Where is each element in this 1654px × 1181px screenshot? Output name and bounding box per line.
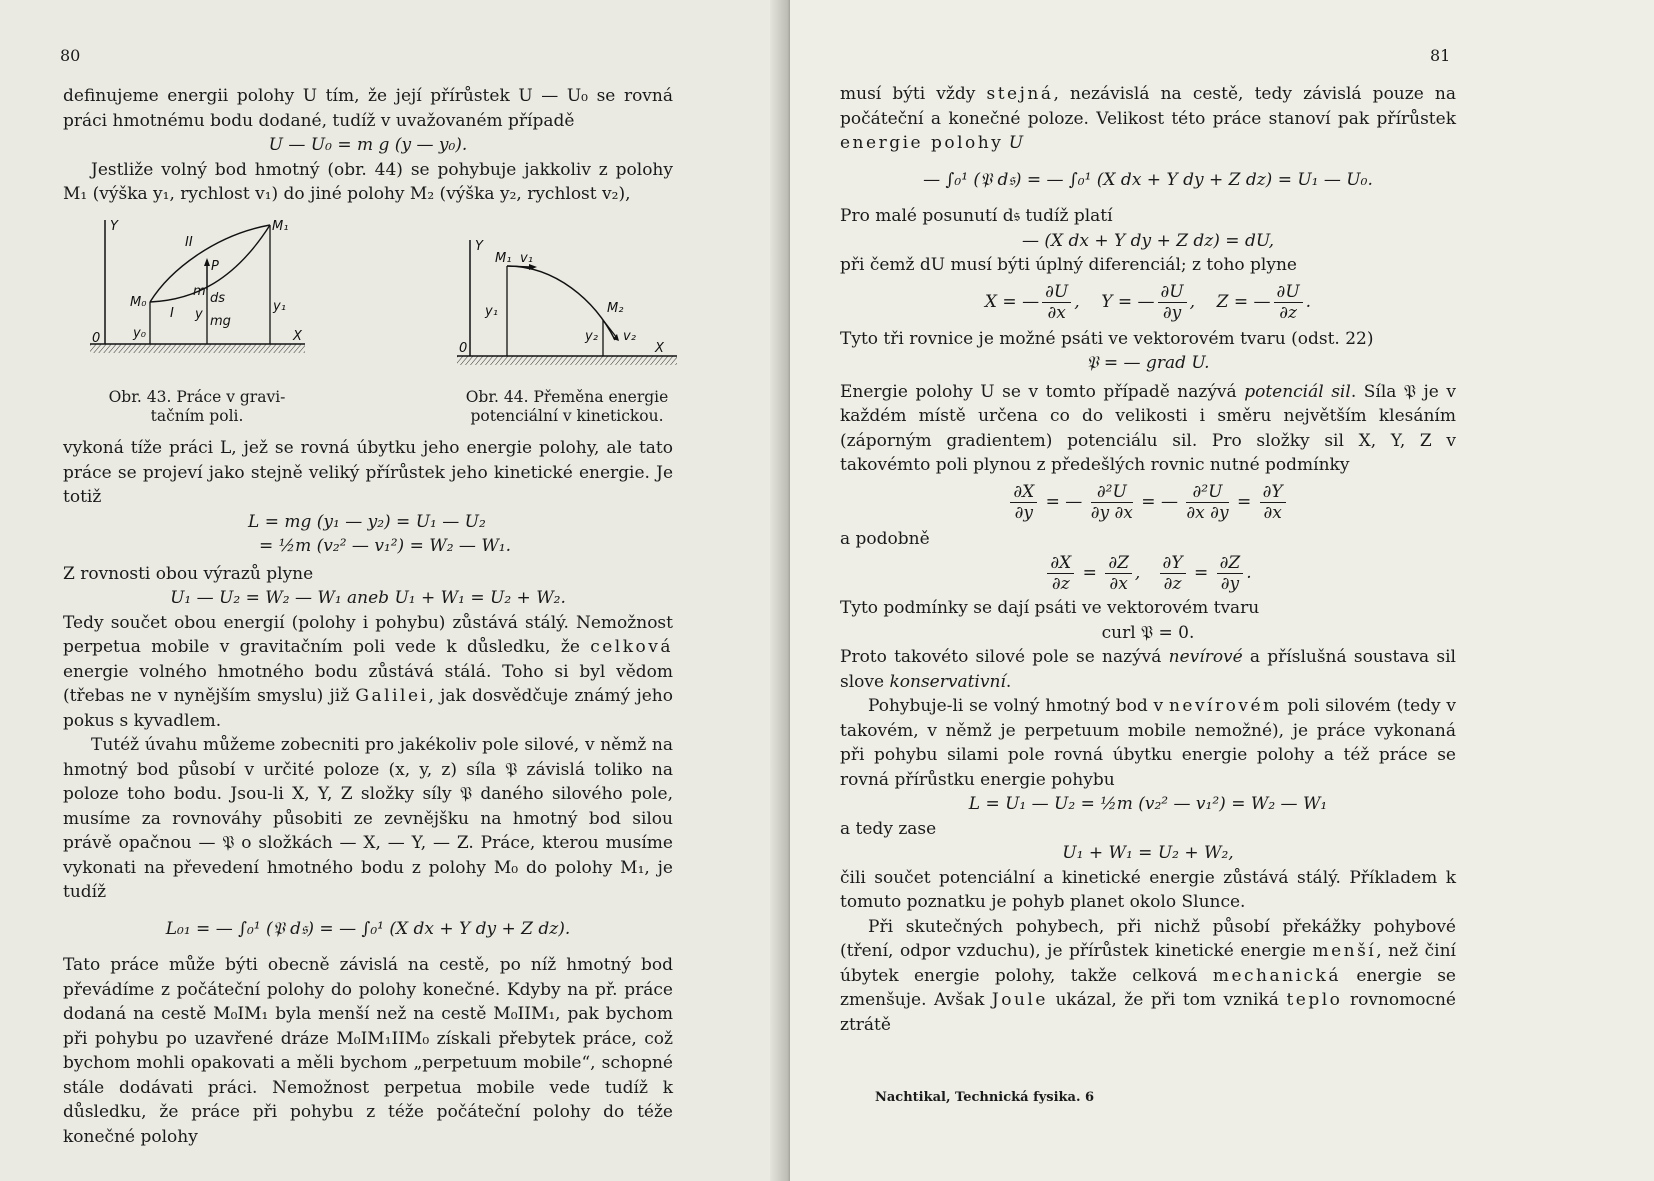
fraction [1158, 282, 1187, 323]
text: X = — [984, 291, 1040, 312]
fraction [1217, 553, 1244, 594]
trajectory [507, 266, 615, 340]
caption-line: Obr. 43. Práce v gravi- [108, 388, 286, 406]
text: Galilei [355, 686, 429, 706]
fraction [1274, 282, 1303, 323]
text: Y = — [1101, 291, 1155, 312]
caption-line: tačním poli. [150, 407, 244, 425]
equation: L₀₁ = — ∫₀¹ (𝔓 d𝔰) = — ∫₀¹ (X dx + Y dy + Z dz). [165, 918, 571, 939]
equation: curl 𝔓 = 0. [1101, 622, 1195, 643]
figure-44-caption [452, 388, 682, 426]
paragraph: Jestliže volný bod hmotný (obr. 44) se pohybuje jakkoliv z polohy M₁ (výška y₁, rychlost v₁) do jiné polohy M₂ (výška y₂, rychlost v₂), [63, 159, 673, 204]
numerator: ∂²U [1186, 482, 1228, 503]
page-number-left: 80 [60, 46, 81, 65]
paragraph [840, 694, 1456, 792]
text: mechanická [1212, 965, 1341, 986]
text: rovnomocné ztrátě [840, 990, 1456, 1035]
text: energie se zmenšuje. Avšak [840, 965, 1456, 1010]
numerator: ∂Z [1105, 553, 1132, 574]
paragraph: Tyto podmínky se dají psáti ve vektorovém tvaru [840, 598, 1260, 618]
label: y₁ [485, 304, 498, 319]
text: a příslušná soustava sil slove [840, 647, 1456, 692]
label: M₀ [130, 295, 147, 310]
label: Y [110, 220, 118, 234]
label: 0 [459, 341, 468, 356]
equation: — ∫₀¹ (𝔓 d𝔰) = — ∫₀¹ (X dx + Y dy + Z dz) = U₁ — U₀. [923, 169, 1373, 190]
denominator: ∂z [1163, 574, 1182, 594]
label: y₀ [133, 326, 146, 341]
label: X [655, 341, 664, 356]
text: potenciál sil [1244, 381, 1351, 402]
label: P [211, 259, 219, 274]
figure-43-caption [92, 388, 302, 426]
fraction [1042, 282, 1071, 323]
text: Z = — [1216, 291, 1271, 312]
denominator: ∂y [1014, 502, 1033, 523]
caption-line: potenciální v kinetickou. [470, 407, 664, 425]
denominator: ∂y [1162, 302, 1182, 323]
text: menší [1312, 941, 1377, 961]
label: ds [210, 291, 226, 306]
fraction [1105, 553, 1132, 594]
numerator: ∂Y [1260, 482, 1286, 503]
equation: $\frac{\partial X}{\partial z}$ = $\frac{\partial Z}{\partial x}$ , $\frac{\partial Y}{\partial z}$ = $\frac{\partial Z}{\partial y}$ . [840, 553, 1456, 594]
paragraph: Tyto tři rovnice je možné psáti ve vektorovém tvaru (odst. 22) [840, 328, 1374, 349]
text: teplo [1286, 990, 1343, 1010]
text: Pohybuje-li se volný hmotný bod v [868, 696, 1169, 716]
paragraph [840, 380, 1456, 478]
label: m [193, 284, 206, 299]
text: konservativní [889, 671, 1006, 692]
label: mg [210, 314, 231, 329]
paragraph [63, 611, 673, 734]
denominator: ∂x ∂y [1186, 502, 1229, 523]
label: y₂ [585, 329, 598, 344]
text: celková [590, 637, 673, 657]
equation: L = mg (y₁ — y₂) = U₁ — U₂ [248, 511, 486, 532]
paragraph: definujeme energii polohy U tím, že její přírůstek U — U₀ se rovná práci hmotnému bodu dodané, tudíž v uvažovaném případě [63, 86, 673, 131]
numerator: ∂U [1042, 282, 1071, 303]
paragraph [840, 645, 1456, 694]
label: X [293, 329, 302, 344]
numerator: ∂U [1274, 282, 1303, 303]
paragraph: Tutéž úvahu můžeme zobecniti pro jakékoliv pole silové, v němž na hmotný bod působí v určité poloze (x, y, z) síla 𝔓 závislá toliko na poloze toho bodu. Jsou-li X, Y, Z složky síly 𝔓 daného silového pole, musíme za rovnováhy působiti ze zevnějšku na hmotný bod silou právě opačnou — 𝔓 o složkách — X, — Y, — Z. Práce, kterou musíme vykonati na převedení hmotného bodu z polohy M₀ do polohy M₁, je tudíž [63, 735, 673, 902]
text: musí býti vždy [840, 84, 987, 104]
text: nevírovém [1168, 696, 1282, 716]
paragraph [840, 915, 1456, 1038]
page-footer: Nachtikal, Technická fysika. 6 [875, 1090, 1095, 1105]
left-text-bottom [63, 436, 673, 1149]
label: y [195, 307, 203, 322]
text: Tedy součet obou energií (polohy i pohybu) zůstává stálý. Nemožnost perpetua mobile v gravitačním poli vede k důsledku, že [63, 612, 673, 657]
label: Y [475, 240, 483, 254]
numerator: ∂Z [1217, 553, 1244, 574]
equation: U — U₀ = m g (y — y₀). [268, 135, 468, 155]
text: Proto takovéto silové pole se nazývá [840, 647, 1169, 667]
caption-line: Obr. 44. Přeměna energie [465, 388, 669, 406]
denominator: ∂x [1109, 574, 1128, 594]
text: , jak dosvědčuje známý jeho pokus s kyvadlem. [63, 686, 673, 731]
paragraph: Z rovnosti obou výrazů plyne [63, 563, 314, 584]
text: , než činí úbytek energie polohy, takže celková [840, 941, 1456, 986]
text: Joule [991, 990, 1048, 1010]
fraction [1186, 482, 1228, 523]
text: Energie polohy U se v tomto případě nazývá [840, 381, 1245, 402]
label: M₁ [272, 220, 289, 234]
numerator: ∂²U [1091, 482, 1133, 503]
page-number-right: 81 [1430, 46, 1451, 65]
label: M₂ [607, 301, 624, 316]
figure-44-diagram [455, 240, 680, 375]
figure-43-diagram [85, 220, 315, 370]
numerator: ∂X [1047, 553, 1074, 574]
text: energie volného hmotného bodu zůstává stálá. Toho si byl vědom (třebas ne v nynějším smyslu) již [63, 661, 673, 706]
paragraph [840, 82, 1456, 156]
label: II [185, 235, 193, 250]
label: y₁ [273, 299, 286, 314]
equation: L = U₁ — U₂ = ½m (v₂² — v₁²) = W₂ — W₁ [968, 794, 1328, 814]
paragraph: čili součet potenciální a kinetické energie zůstává stálý. Příkladem k tomuto poznatku je pohyb planet okolo Slunce. [840, 867, 1456, 912]
paragraph: Tato práce může býti obecně závislá na cestě, po níž hmotný bod převádíme z počáteční polohy do polohy konečné. Kdyby na př. práce dodaná na cestě M₀IM₁ byla menší než na cestě M₀IIM₁, pak bychom při pohybu po uzavřené dráze M₀IM₁IIM₀ získali přebytek práce, což bychom mohli opakovati a měli bychom „perpetuum mobile“, schopné stále dodávati práci. Nemožnost perpetua mobile vede tudíž k důsledku, že práce při pohybu z téže počáteční polohy do téže konečné polohy [63, 955, 673, 1147]
text: poli silovém (tedy v takovém, v němž je perpetuum mobile nemožné), je práce vykonaná při pohybu silami pole rovná úbytku energie polohy a též práce se rovná přírůstku energie pohybu [840, 696, 1456, 790]
denominator: ∂y [1220, 574, 1240, 594]
numerator: ∂Y [1160, 553, 1186, 574]
label: v₂ [623, 329, 636, 344]
paragraph: a podobně [840, 528, 930, 549]
equation: U₁ + W₁ = U₂ + W₂, [1062, 843, 1234, 863]
paragraph: Pro malé posunutí d𝔰 tudíž platí [840, 206, 1113, 226]
equation: U₁ — U₂ = W₂ — W₁ aneb U₁ + W₁ = U₂ + W₂. [170, 588, 566, 608]
ground-hatch [90, 344, 305, 353]
denominator: ∂z [1051, 574, 1070, 594]
text: , nezávislá na cestě, tedy závislá pouze na počáteční a konečné poloze. Velikost této práce stanoví pak přírůstek [840, 84, 1456, 129]
text: U [1003, 133, 1024, 153]
fraction [1160, 553, 1186, 594]
label: 0 [92, 331, 101, 346]
paragraph: a tedy zase [840, 818, 937, 839]
fraction [1260, 482, 1286, 523]
ground-hatch [457, 356, 677, 365]
fraction [1091, 482, 1133, 523]
text: ukázal, že při tom vzniká [1047, 990, 1287, 1010]
label: v₁ [520, 251, 533, 266]
denominator: ∂z [1279, 302, 1297, 323]
denominator: ∂x [1047, 302, 1066, 323]
right-page [790, 0, 1654, 1181]
equation: X = — $\frac{\partial U}{\partial x}$ , Y = — $\frac{\partial U}{\partial y}$ , Z = — $\frac{\partial U}{\partial z}$ . [984, 281, 1312, 323]
text: nevírové [1168, 647, 1243, 667]
numerator: ∂U [1158, 282, 1187, 303]
paragraph: při čemž dU musí býti úplný diferenciál; z toho plyne [840, 255, 1297, 275]
equation: = ½m (v₂² — v₁²) = W₂ — W₁. [259, 536, 512, 556]
text: energie polohy [840, 133, 1004, 153]
right-text [840, 82, 1456, 1037]
fraction [1010, 482, 1037, 523]
denominator: ∂x [1263, 502, 1282, 523]
text: stejná [986, 84, 1054, 104]
text: Při skutečných pohybech, při nichž působí překážky pohybové (tření, odpor vzduchu), je přírůstek kinetické energie [840, 916, 1456, 961]
numerator: ∂X [1010, 482, 1037, 503]
equation: — (X dx + Y dy + Z dz) = dU, [1021, 230, 1275, 251]
left-text-top [63, 84, 673, 207]
denominator: ∂y ∂x [1090, 502, 1133, 523]
equation: 𝔓 = — grad U. [1086, 353, 1210, 373]
text: . Síla 𝔓 je v každém místě určena co do velikosti i směru největším klesáním (záporným gradientem) potenciálu sil. Pro složky sil X, Y, Z v takovémto poli plynou z předešlých rovnic nutné podmínky [840, 381, 1456, 475]
left-page [0, 0, 790, 1181]
text: . [1005, 671, 1012, 692]
label: I [170, 306, 174, 321]
label: M₁ [495, 251, 512, 266]
paragraph: vykoná tíže práci L, jež se rovná úbytku jeho energie polohy, ale tato práce se projeví jako stejně veliký přírůstek jeho kinetické energie. Je totiž [63, 438, 673, 507]
equation: $\frac{\partial X}{\partial y}$ = — $\frac{\text{∂²U}}{\partial y \partial x}$ = — $\frac{\text{∂²U}}{\partial x \partial y}$ = $\frac{\partial Y}{\partial x}$ [840, 482, 1456, 523]
fraction [1047, 553, 1074, 594]
